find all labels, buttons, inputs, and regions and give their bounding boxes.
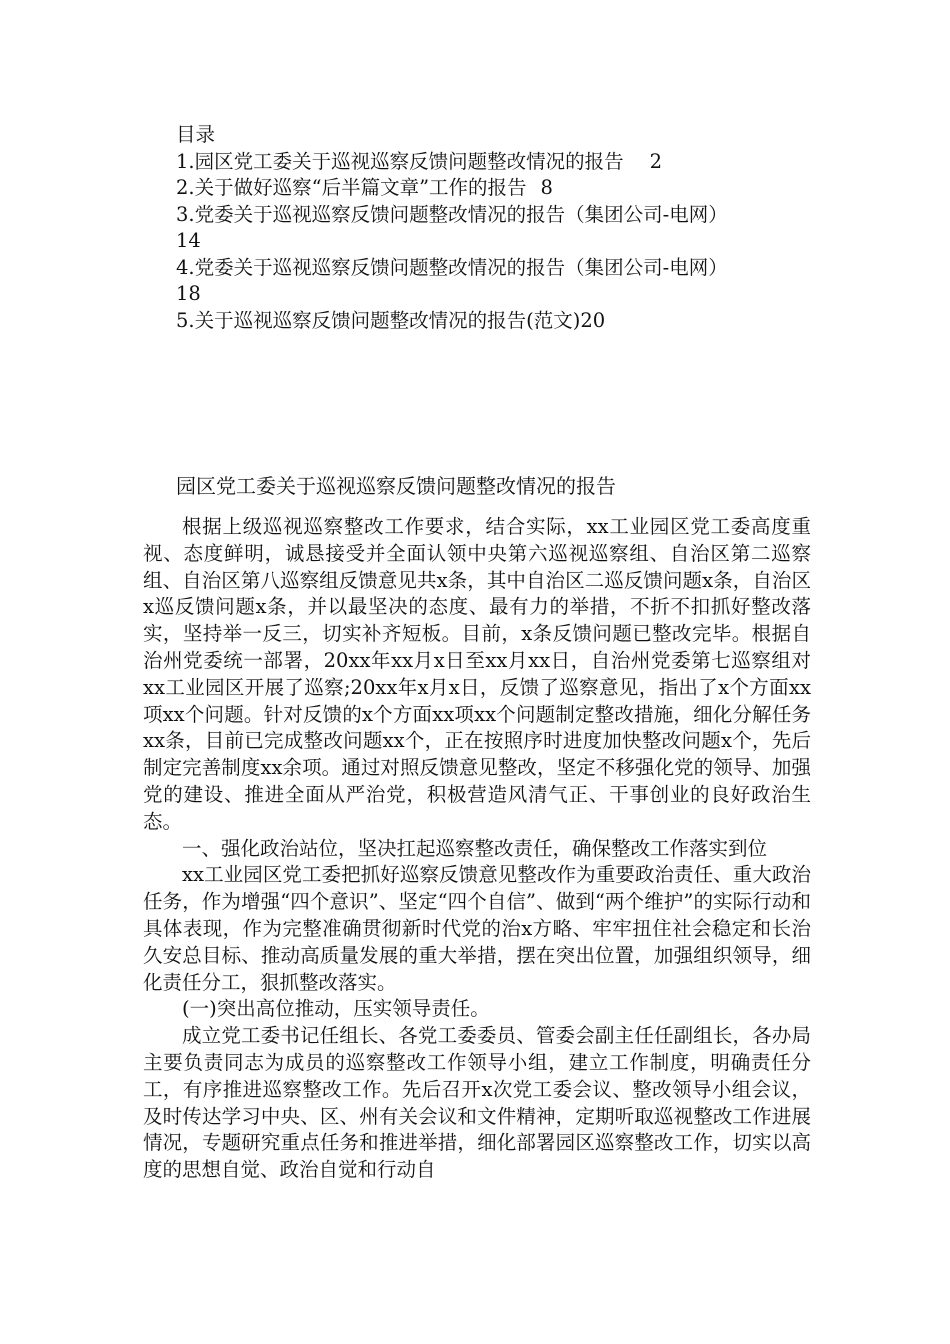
- toc-heading: 目录: [176, 123, 216, 146]
- body-paragraph: 根据上级巡视巡察整改工作要求，结合实际，xx工业园区党工委高度重视、态度鲜明，诚恳接受并全面认领中央第六巡视巡察组、自治区第二巡察组、自治区第八巡察组反馈意见共x条，其中自治区二巡反馈问题x条，自治区x巡反馈问题x条，并以最坚决的态度、最有力的举措，不折不扣抓好整改落实，坚持举一反三，切实补齐短板。目前，x条反馈问题已整改完毕。根据自治州党委统一部署，20xx年xx月x日至xx月xx日，自治州党委第七巡察组对xx工业园区开展了巡察;20xx年x月x日，反馈了巡察意见，指出了x个方面xx项xx个问题。针对反馈的x个方面xx项xx个问题制定整改措施，细化分解任务xx条，目前已完成整改问题xx个，正在按照序时进度加快整改问题x个，先后制定完善制度xx余项。通过对照反馈意见整改，坚定不移强化党的领导、加强党的建设、推进全面从严治党，积极营造风清气正、干事创业的良好政治生态。: [143, 515, 811, 833]
- toc-item-page: 20: [580, 308, 606, 332]
- toc-item-label: 5.关于巡视巡察反馈问题整改情况的报告(范文): [176, 308, 581, 332]
- toc-item-label: 3.党委关于巡视巡察反馈问题整改情况的报告（集团公司-电网）: [176, 202, 728, 226]
- toc-item-label: 4.党委关于巡视巡察反馈问题整改情况的报告（集团公司-电网）: [176, 255, 728, 279]
- toc-item-page: 2: [649, 149, 663, 173]
- report-title: 园区党工委关于巡视巡察反馈问题整改情况的报告: [176, 474, 616, 498]
- toc-item[interactable]: [176, 202, 816, 255]
- body-paragraph: xx工业园区党工委把抓好巡察反馈意见整改作为重要政治责任、重大政治任务，作为增强“四个意识”、坚定“四个自信”、做到“两个维护”的实际行动和具体表现，作为完整准确贯彻新时代党的治x方略、牢牢扭住社会稳定和长治久安总目标、推动高质量发展的重大举措，摆在突出位置，加强组织领导，细化责任分工，狠抓整改落实。: [143, 863, 811, 994]
- toc-item-label: 1.园区党工委关于巡视巡察反馈问题整改情况的报告: [176, 149, 624, 173]
- section-heading: 一、强化政治站位，坚决扛起巡察整改责任，确保整改工作落实到位: [182, 836, 768, 860]
- toc-item-page: 8: [540, 176, 553, 199]
- toc-item[interactable]: [176, 149, 816, 176]
- table-of-contents: [176, 122, 816, 334]
- toc-item[interactable]: [176, 175, 816, 202]
- toc-item-label: 2.关于做好巡察“后半篇文章”工作的报告: [176, 176, 527, 199]
- toc-item-page: 18: [176, 282, 201, 305]
- subsection-heading: (一)突出高位推动，压实领导责任。: [182, 997, 490, 1021]
- body-paragraph: 成立党工委书记任组长、各党工委委员、管委会副主任任副组长，各办局主要负责同志为成员的巡察整改工作领导小组，建立工作制度，明确责任分工，有序推进巡察整改工作。先后召开x次党工委会议、整改领导小组会议，及时传达学习中央、区、州有关会议和文件精神，定期听取巡视整改工作进展情况，专题研究重点任务和推进举措，细化部署园区巡察整改工作，切实以高度的思想自觉、政治自觉和行动自: [143, 1024, 811, 1182]
- toc-item[interactable]: [176, 308, 816, 335]
- report-body: [143, 514, 811, 1184]
- toc-item-page: 14: [176, 229, 201, 252]
- toc-item[interactable]: [176, 255, 816, 308]
